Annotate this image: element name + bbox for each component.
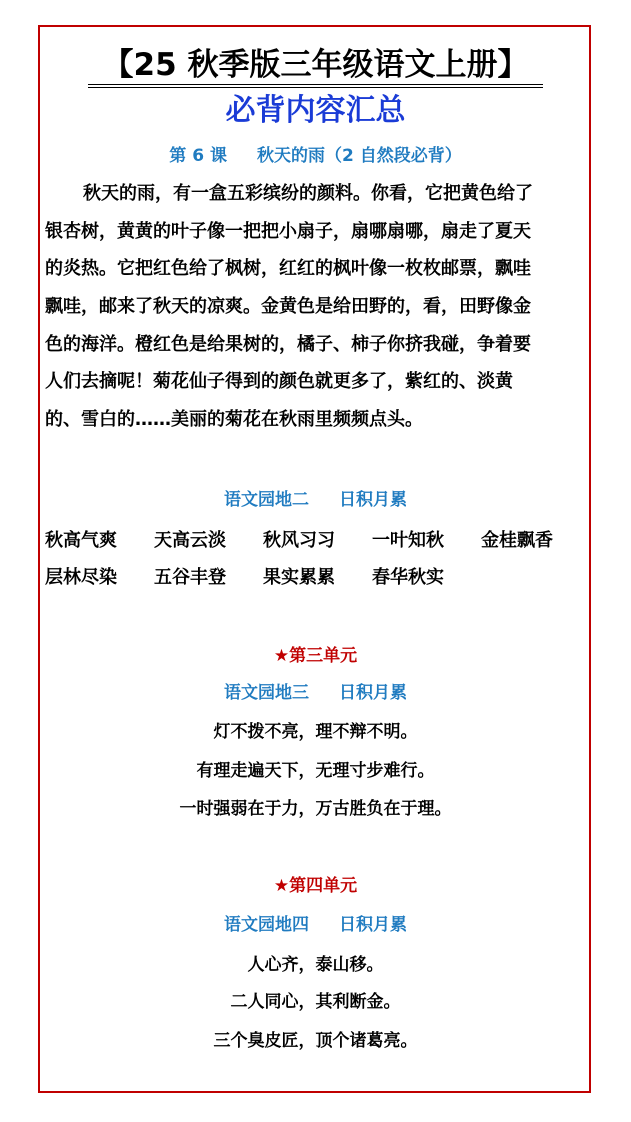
saying-item: 有理走遍天下，无理寸步难行。 — [196, 761, 435, 781]
unit4-heading: ★第四单元 — [273, 876, 358, 896]
passage-line: 飘哇，邮来了秋天的凉爽。金黄色是给田野的，看，田野像金 — [45, 296, 531, 318]
idiom-item: 五谷丰登 — [154, 567, 226, 588]
passage-line: 色的海洋。橙红色是给果树的，橘子、柿子你挤我碰，争着要 — [45, 333, 531, 355]
saying-item: 二人同心，其利断金。 — [230, 992, 401, 1012]
page-title: 【25 秋季版三年级语文上册】 — [102, 47, 529, 83]
passage-line: 的、雪白的……美丽的菊花在秋雨里频频点头。 — [45, 409, 423, 431]
idiom-item: 果实累累 — [263, 567, 335, 588]
title-underline — [88, 84, 543, 85]
lesson-number: 第 6 课 — [169, 146, 227, 166]
idiom-item: 春华秋实 — [372, 567, 444, 588]
lesson-heading — [0, 144, 631, 168]
garden2-heading — [0, 488, 631, 512]
garden2-name: 语文园地二 — [224, 490, 309, 510]
lesson-name: 秋天的雨（2 自然段必背） — [256, 146, 462, 166]
idiom-item: 秋高气爽 — [45, 530, 117, 551]
garden3-section: 日积月累 — [339, 683, 407, 703]
idiom-item: 天高云淡 — [154, 530, 226, 551]
saying-item: 灯不拨不亮，理不辩不明。 — [213, 722, 418, 742]
garden3-heading — [0, 681, 631, 705]
idiom-item: 一叶知秋 — [372, 530, 444, 551]
passage-line: 的炎热。它把红色给了枫树，红红的枫叶像一枚枚邮票，飘哇 — [45, 258, 531, 280]
garden2-section: 日积月累 — [339, 490, 407, 510]
unit3-heading: ★第三单元 — [273, 646, 358, 666]
idiom-item: 秋风习习 — [263, 530, 335, 551]
garden3-name: 语文园地三 — [224, 683, 309, 703]
garden4-heading — [0, 913, 631, 937]
saying-item: 一时强弱在于力，万古胜负在于理。 — [179, 799, 452, 819]
passage-line: 银杏树，黄黄的叶子像一把把小扇子，扇哪扇哪，扇走了夏天 — [45, 220, 531, 242]
page-subtitle: 必背内容汇总 — [225, 93, 406, 128]
passage-line: 秋天的雨，有一盒五彩缤纷的颜料。你看，它把黄色给了 — [83, 183, 533, 204]
passage-line: 人们去摘呢！菊花仙子得到的颜色就更多了，紫红的、淡黄 — [45, 371, 513, 393]
title-underline-2 — [88, 87, 543, 88]
saying-item: 人心齐，泰山移。 — [247, 955, 384, 975]
idiom-item: 金桂飘香 — [481, 530, 553, 551]
idiom-item: 层林尽染 — [45, 567, 117, 588]
saying-item: 三个臭皮匠，顶个诸葛亮。 — [213, 1031, 418, 1051]
lesson-passage — [45, 175, 590, 439]
garden4-name: 语文园地四 — [224, 915, 309, 935]
garden4-section: 日积月累 — [339, 915, 407, 935]
